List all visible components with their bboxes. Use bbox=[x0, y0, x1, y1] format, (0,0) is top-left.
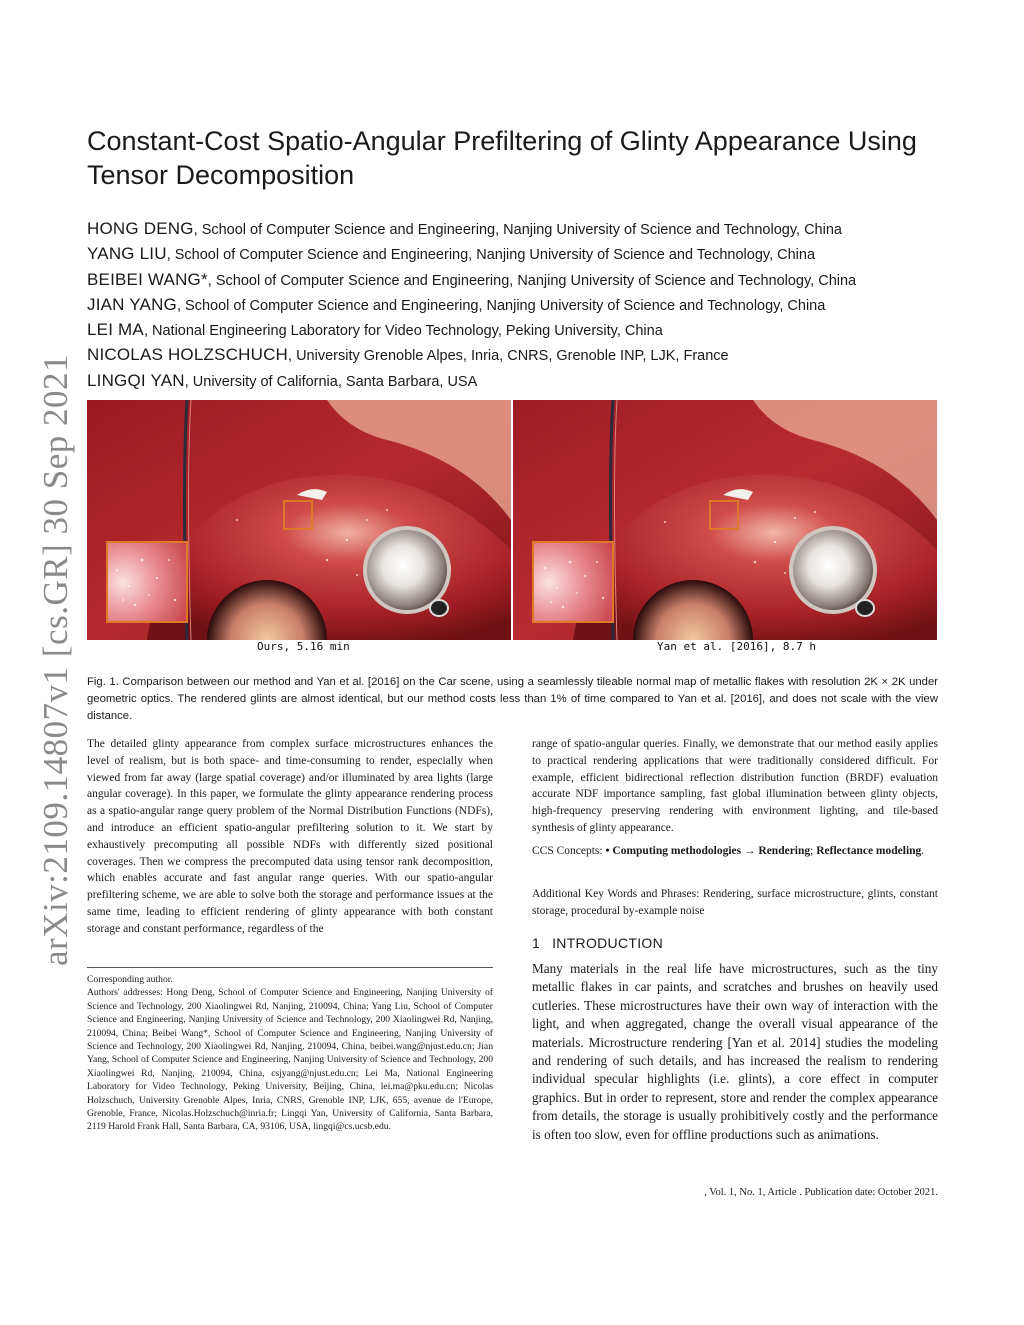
ccs-arrow: → bbox=[741, 845, 759, 857]
arxiv-stamp-text: arXiv:2109.14807v1 [cs.GR] 30 Sep 2021 bbox=[36, 353, 75, 966]
author-name: HONG DENG bbox=[87, 219, 194, 238]
ccs-bullet: • bbox=[605, 845, 613, 857]
author-name: LEI MA bbox=[87, 320, 144, 340]
ccs-sep: ; bbox=[810, 845, 817, 857]
author-line bbox=[87, 268, 957, 293]
author-line bbox=[87, 293, 957, 318]
footnote bbox=[87, 973, 493, 1134]
ccs-sub2: Reflectance modeling bbox=[816, 845, 922, 857]
section-heading bbox=[532, 935, 663, 951]
abstract-text: The detailed glinty appearance from complex surface microstructures enhances the level of realism, but is both space- and time-consuming to render, especially when viewed from far away (large spatial coverage) and/or illuminated by area lights (large angular coverage). In this paper, we formulate the glinty appearance rendering process as a spatio-angular range query problem of the Normal Distribution Functions (NDFs), and introduce an efficient spatio-angular prefiltering solution to it. We start by exhaustively precomputing all possible NDFs with differently sized positional coverages. Then we compress the precomputed data using tensor rank decomposition, which enables accurate and fast angular range queries. With our spatio-angular prefiltering scheme, we are able to solve both the storage and performance issues at the same time, leading to efficient rendering of glinty appearance with both constant storage and constant performance, regardless of the bbox=[87, 738, 493, 935]
render-label-ours: Ours, 5.16 min bbox=[257, 640, 350, 653]
author-name: LINGQI YAN bbox=[87, 370, 185, 390]
author-name: YANG LIU bbox=[87, 244, 167, 264]
author-name: BEIBEI WANG* bbox=[87, 269, 208, 289]
author-affiliation: , School of Computer Science and Engineering, Nanjing University of Science and Technology, China bbox=[207, 272, 857, 289]
author-list bbox=[87, 217, 957, 394]
section-number: 1 bbox=[532, 935, 541, 951]
author-affiliation: , School of Computer Science and Engineering, Nanjing University of Science and Technology, China bbox=[166, 247, 816, 264]
author-name: JIAN YANG bbox=[87, 294, 177, 314]
author-line bbox=[87, 318, 957, 343]
keywords: Additional Key Words and Phrases: Rendering, surface microstructure, glints, constant storage, procedural by-example noise bbox=[532, 888, 938, 917]
abstract-continuation: range of spatio-angular queries. Finally, we demonstrate that our method easily applies to practical rendering applications that were traditionally considered difficult. For example, efficient bidirectional reflection distribution function (BRDF) evaluation accurate NDF importance sampling, fast global illumination between glinty objects, high-frequency preserving rendering with environment lighting, and tile-based synthesis of glinty appearance. bbox=[532, 738, 938, 834]
publication-info: , Vol. 1, No. 1, Article . Publication date: October 2021. bbox=[704, 1187, 938, 1198]
author-affiliation: , School of Computer Science and Engineering, Nanjing University of Science and Technology, China bbox=[176, 297, 826, 314]
author-affiliation: , National Engineering Laboratory for Video Technology, Peking University, China bbox=[143, 323, 663, 340]
ccs-end: . bbox=[921, 845, 925, 857]
author-affiliation: , University Grenoble Alpes, Inria, CNRS, Grenoble INP, LJK, France bbox=[288, 348, 729, 365]
render-label-yan: Yan et al. [2016], 8.7 h bbox=[657, 640, 816, 653]
author-line bbox=[87, 343, 957, 368]
paper-title: Constant-Cost Spatio-Angular Prefiltering of Glinty Appearance Using Tensor Decomposition bbox=[87, 126, 917, 190]
ccs-prefix: CCS Concepts: bbox=[532, 845, 606, 857]
author-affiliation: , School of Computer Science and Engineering, Nanjing University of Science and Technology, China bbox=[193, 222, 842, 238]
figure-1 bbox=[87, 400, 938, 653]
figure-caption: Fig. 1. Comparison between our method and Yan et al. [2016] on the Car scene, using a seamlessly tileable normal map of metallic flakes with resolution 2K × 2K under geometric optics. The rendered glints are almost identical, but our method costs less than 1% of time compared to Yan et al. [2016], and does not scale with the view distance. bbox=[87, 676, 938, 722]
author-line bbox=[87, 217, 957, 242]
footnote-corresponding: Corresponding author. bbox=[87, 974, 173, 985]
author-affiliation: , University of California, Santa Barbara, USA bbox=[184, 373, 478, 390]
render-ours-image bbox=[87, 400, 511, 640]
author-line bbox=[87, 369, 957, 394]
footnote-rule bbox=[87, 967, 493, 968]
ccs-concepts bbox=[532, 843, 938, 860]
introduction-text: Many materials in the real life have microstructures, such as the tiny metallic flakes in car paints, and scratches and brushes on heavily used cutleries. These microstructures have their own way of interaction with the light, and when aggregated, change the overall visual appearance of the materials. Microstructure rendering [Yan et al. 2014] studies the modeling and rendering of such details, and has increased the realism to rendering individual specular highlights (i.e. glints), a core effect in computer graphics. But in order to represent, store and render the complex appearance from details, the storage is usually prohibitively costly and the performance is often too slow, even for offline productions such as animations. bbox=[532, 961, 938, 1142]
arxiv-stamp bbox=[36, 350, 76, 970]
ccs-concept: Computing methodologies bbox=[612, 845, 742, 857]
render-yan-image bbox=[513, 400, 937, 640]
author-line bbox=[87, 242, 957, 267]
author-name: NICOLAS HOLZSCHUCH bbox=[87, 345, 289, 365]
ccs-sub1: Rendering bbox=[758, 845, 811, 857]
section-title: INTRODUCTION bbox=[552, 935, 664, 951]
footnote-addresses: Authors' addresses: Hong Deng, School of Computer Science and Engineering, Nanjing University of Science and Technology, 200 Xiaolingwei Rd, Nanjing, 210094, China; Yang Liu, School of Computer Science and Engineering, Nanjing University of Science and Technology, 200 Xiaolingwei Rd, Nanjing, 210094, China; Beibei Wang*, School of Computer Science and Engineering, Nanjing University of Science and Technology, 200 Xiaolingwei Rd, Nanjing, 210094, China, beibei.wang@njust.edu.cn; Jian Yang, School of Computer Science and Engineering, Nanjing University of Science and Technology, 200 Xiaolingwei Rd, Nanjing, 210094, China, csjyang@njust.edu.cn; Lei Ma, National Engineering Laboratory for Video Technology, Peking University, Beijing, China, lei.ma@pku.edu.cn; Nicolas Holzschuch, University Grenoble Alpes, Inria, CNRS, Grenoble INP, LJK, 655, avenue de l'Europe, Grenoble, France, Nicolas.Holzschuch@inria.fr; Lingqi Yan, University of California, Santa Barbara, 2119 Harold Frank Hall, Santa Barbara, CA, 93106, USA, lingqi@cs.ucsb.edu. bbox=[87, 987, 493, 1133]
